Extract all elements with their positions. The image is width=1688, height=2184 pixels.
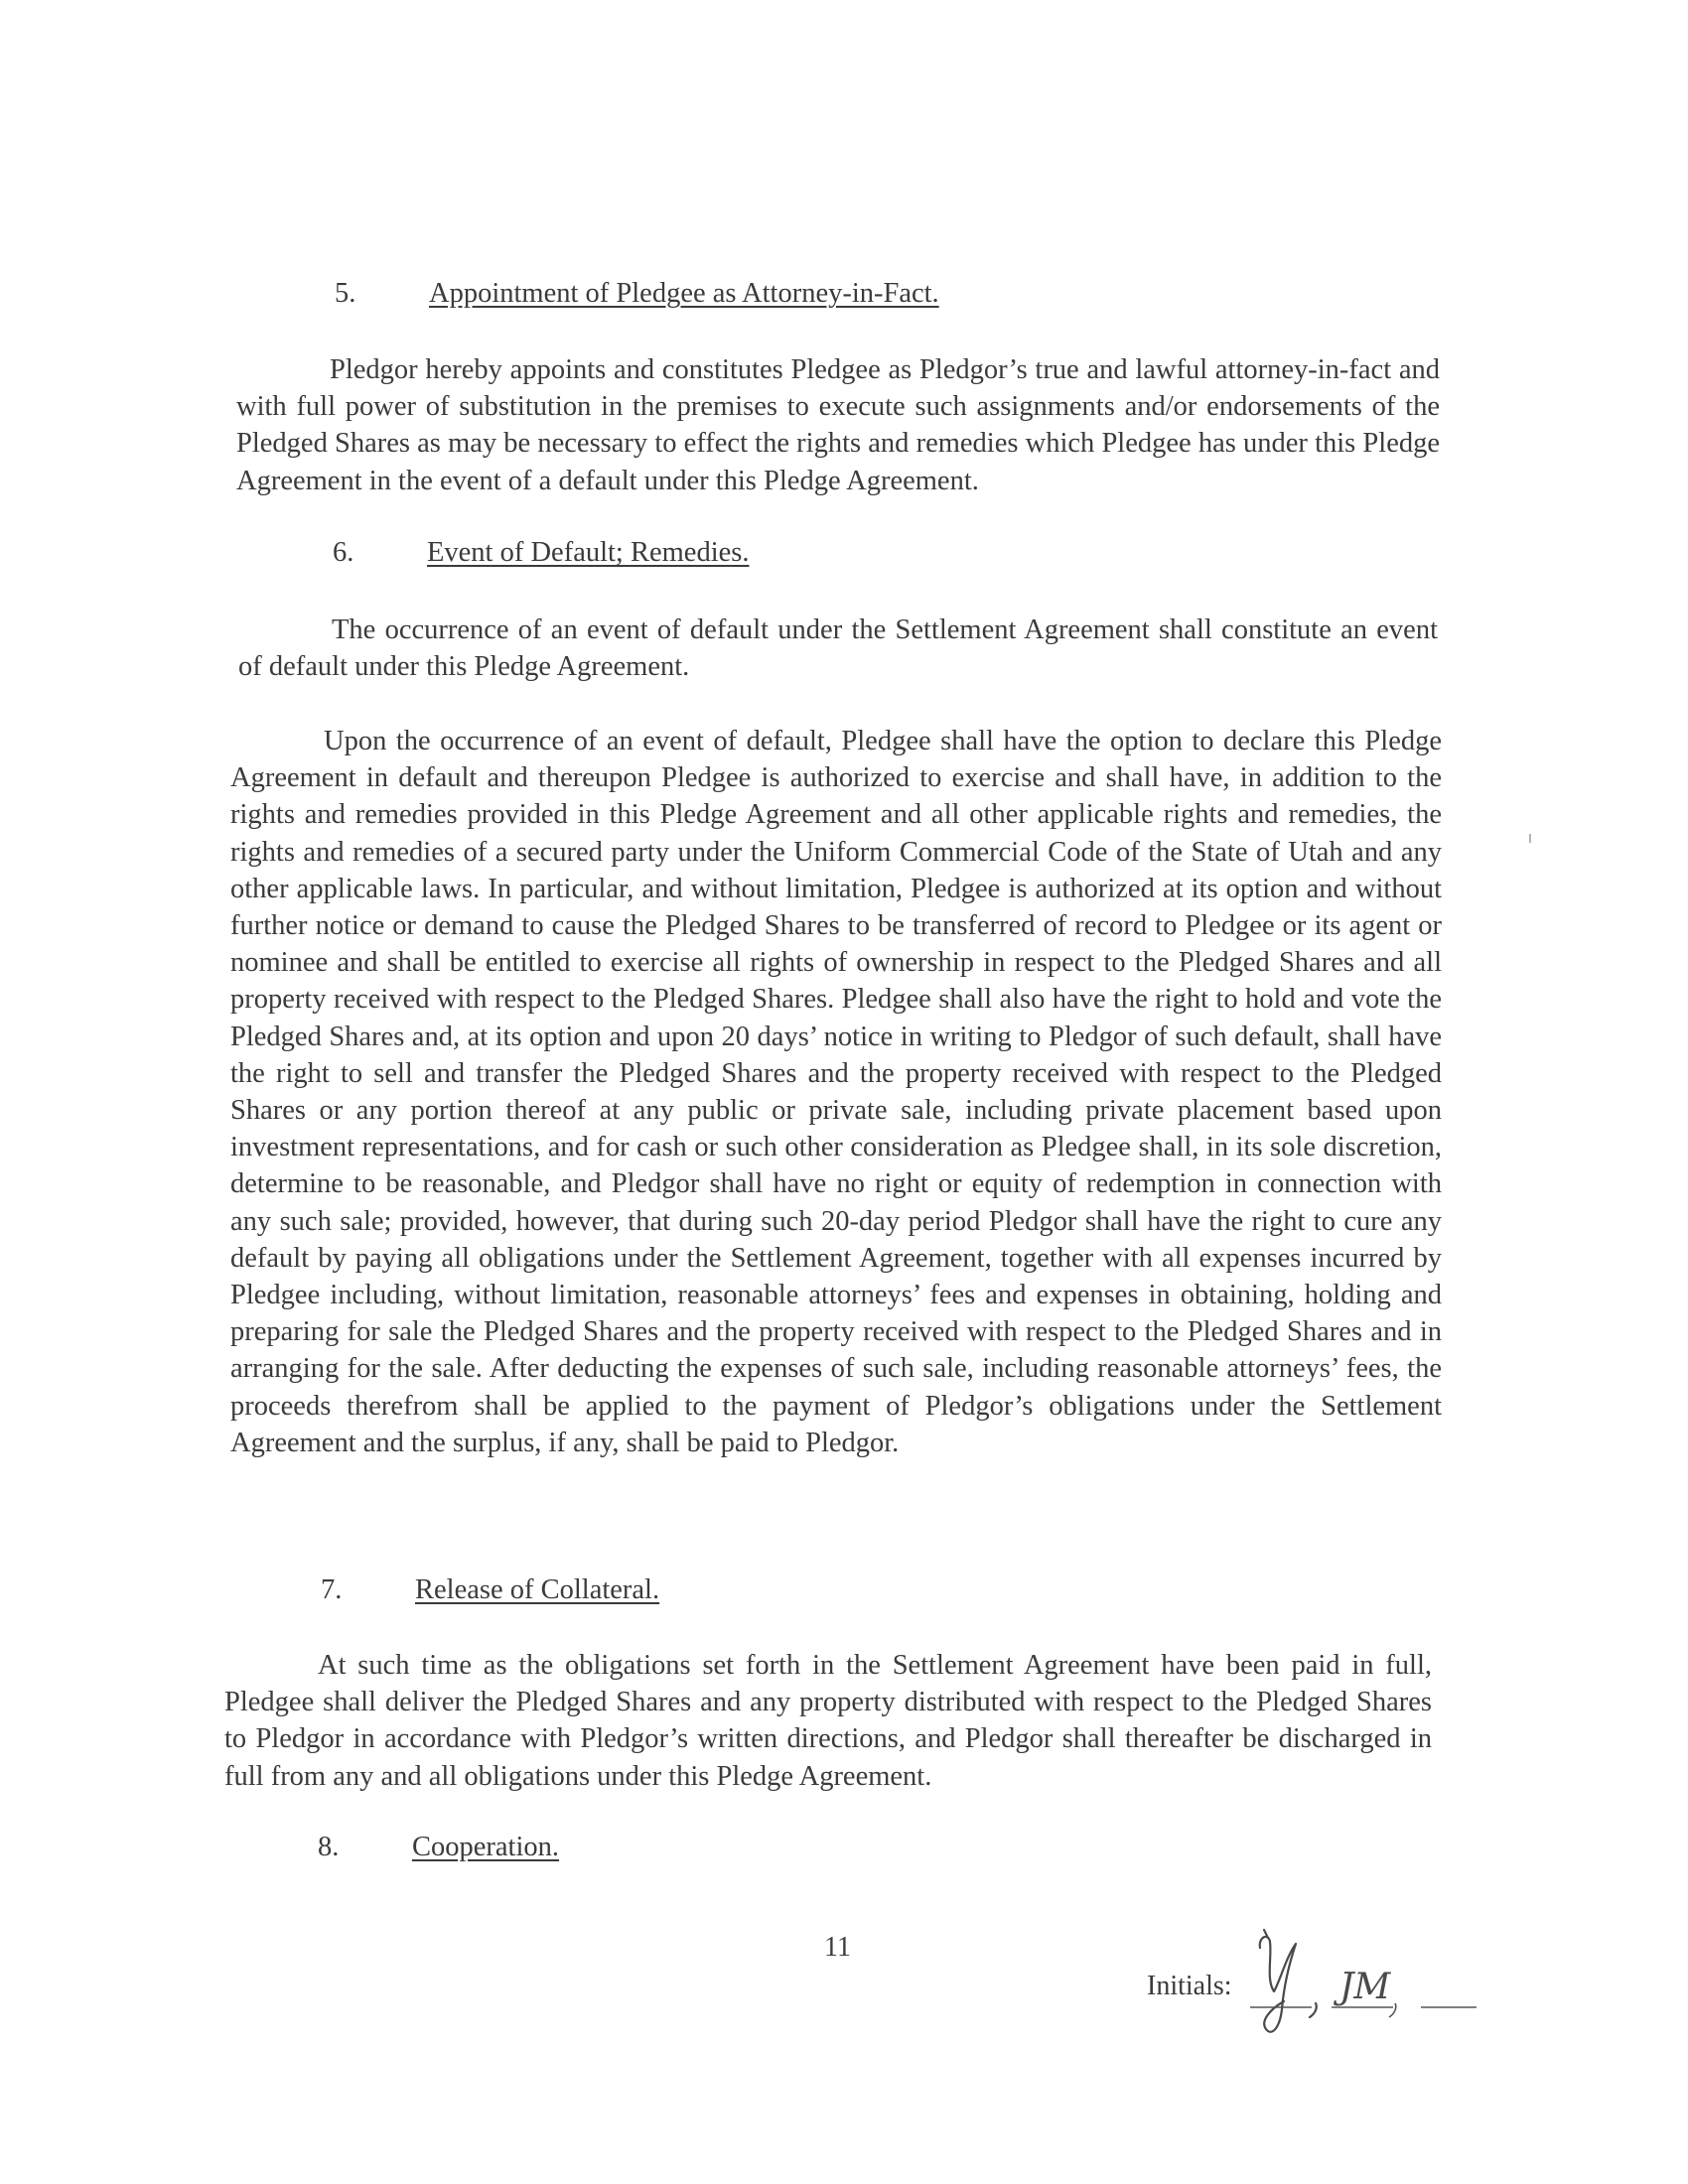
page-number: 11	[824, 1932, 851, 1963]
section-title: Cooperation.	[412, 1832, 560, 1862]
section-7-heading	[321, 1572, 659, 1608]
section-6-paragraph-2: Upon the occurrence of an event of default, Pledgee shall have the option to declare this Pledge Agreement in default and thereupon Pledgee is authorized to exercise and shall have, in addition to the rights and remedies provided in this Pledge Agreement and all other applicable rights and remedies, the rights and remedies of a secured party under the Uniform Commercial Code of the State of Utah and any other applicable laws. In particular, and without limitation, Pledgee is authorized at its option and without further notice or demand to cause the Pledged Shares to be transferred of record to Pledgee or its agent or nominee and shall be entitled to exercise all rights of ownership in respect to the Pledged Shares and all property received with respect to the Pledged Shares. Pledgee shall also have the right to hold and vote the Pledged Shares and, at its option and upon 20 days’ notice in writing to Pledgor of such default, shall have the right to sell and transfer the Pledged Shares and the property received with respect to the Pledged Shares or any portion thereof at any public or private sale, including private placement based upon investment representations, and for cash or such other consideration as Pledgee shall, in its sole discretion, determine to be reasonable, and Pledgor shall have no right or equity of redemption in connection with any such sale; provided, however, that during such 20-day period Pledgor shall have the right to cure any default by paying all obligations under the Settlement Agreement, together with all expenses incurred by Pledgee including, without limitation, reasonable attorneys’ fees and expenses in obtaining, holding and preparing for sale the Pledged Shares and the property received with respect to the Pledged Shares and in arranging for the sale. After deducting the expenses of such sale, including reasonable attorneys’ fees, the proceeds therefrom shall be applied to the payment of Pledgor’s obligations under the Settlement Agreement and the surplus, if any, shall be paid to Pledgor.	[230, 726, 1442, 1458]
section-number: 7.	[321, 1574, 343, 1605]
section-number: 8.	[318, 1832, 340, 1862]
initials-label: Initials:	[1147, 1971, 1232, 2001]
section-number: 5.	[335, 278, 356, 309]
section-6-heading	[333, 535, 749, 571]
section-number: 6.	[333, 537, 354, 568]
section-8-heading	[318, 1830, 559, 1865]
scan-speck	[1529, 834, 1531, 843]
section-7-paragraph-1: At such time as the obligations set forth in the Settlement Agreement have been paid in full, Pledgee shall deliver the Pledged Shares and any property distributed with respect to the Pledged Shares to Pledgor in accordance with Pledgor’s written directions, and Pledgor shall thereafter be discharged in full from any and all obligations under this Pledge Agreement.	[224, 1650, 1432, 1792]
section-6-paragraph-1: The occurrence of an event of default under the Settlement Agreement shall constitute an event of default under this Pledge Agreement.	[238, 614, 1438, 683]
section-5-paragraph-1: Pledgor hereby appoints and constitutes Pledgee as Pledgor’s true and lawful attorney-in-fact and with full power of substitution in the premises to execute such assignments and/or endorsements of the Pledged Shares as may be necessary to effect the rights and remedies which Pledgee has under this Pledge Agreement in the event of a default under this Pledge Agreement.	[236, 354, 1440, 496]
section-title: Appointment of Pledgee as Attorney-in-Fact.	[429, 278, 939, 309]
svg-text:JM: JM	[1339, 1967, 1391, 2007]
section-title: Release of Collateral.	[415, 1574, 660, 1605]
handwritten-initials-signature	[1246, 1926, 1479, 2045]
section-title: Event of Default; Remedies.	[427, 537, 750, 568]
section-5-heading	[335, 276, 939, 312]
